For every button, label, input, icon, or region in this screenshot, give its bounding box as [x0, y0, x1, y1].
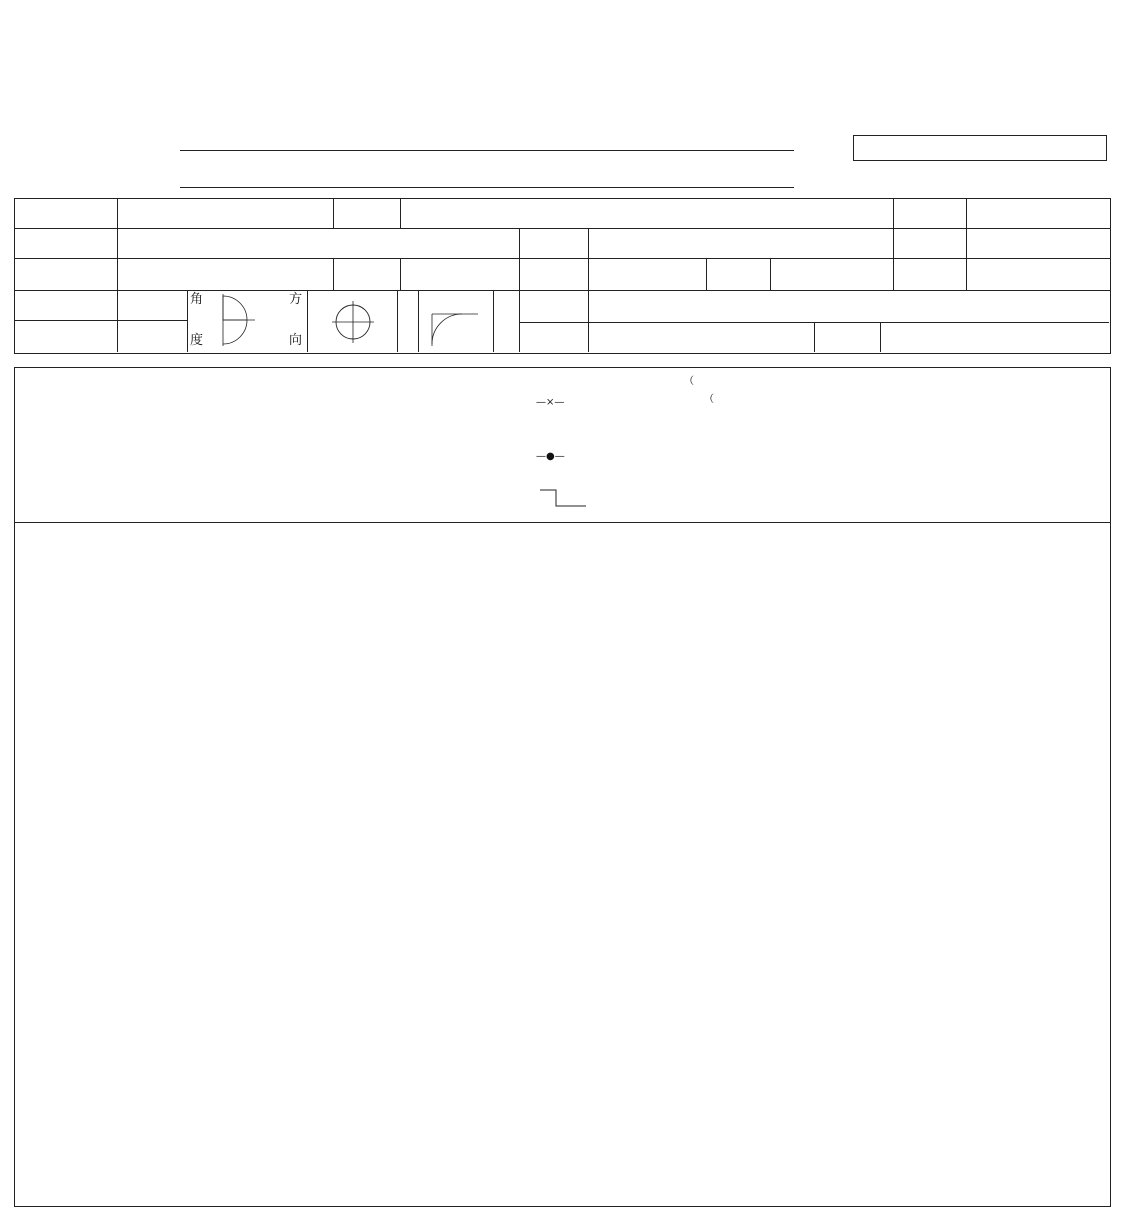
rqd-legend	[538, 488, 588, 510]
max-core-legend: —●—	[536, 451, 565, 462]
n-depth-open-paren: （	[704, 394, 714, 405]
direction-label-2: 向	[289, 333, 303, 348]
direction-label-1: 方	[289, 292, 303, 307]
angle-label-2: 度	[190, 333, 204, 348]
spt-open-paren: （	[684, 376, 694, 387]
angle-label-1: 角	[190, 292, 204, 307]
core-rate-legend: —×—	[536, 397, 565, 408]
